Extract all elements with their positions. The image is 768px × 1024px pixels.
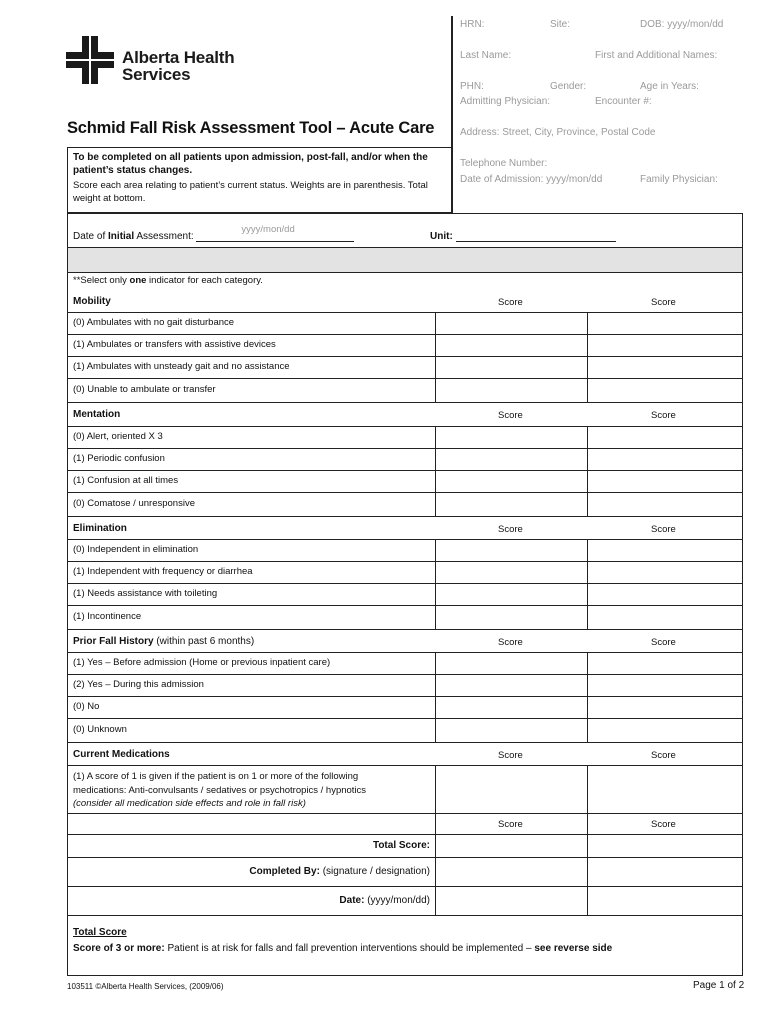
score-cell-1[interactable]	[435, 379, 587, 402]
gray-band	[68, 247, 742, 273]
mobility-option[interactable]: (1) Ambulates with unsteady gait and no assistance	[68, 357, 742, 379]
score-cell-2[interactable]	[587, 427, 742, 448]
score-cell-2[interactable]	[587, 540, 742, 561]
score-cell-1[interactable]	[435, 449, 587, 470]
elimination-option[interactable]: (1) Needs assistance with toileting	[68, 584, 742, 606]
phn-label: PHN:	[460, 81, 484, 92]
mentation-option[interactable]: (1) Periodic confusion	[68, 449, 742, 471]
mobility-header: Mobility Score Score	[68, 291, 742, 313]
score-cell-1[interactable]	[435, 719, 587, 742]
score-cell-2[interactable]	[587, 719, 742, 742]
instructions-box: To be completed on all patients upon admission, post-fall, and/or when the patient’s status changes. Score each area relating to patient’s current status. Weights are in parenthesis. Total weight at bottom.	[67, 147, 452, 213]
score-cell-1[interactable]	[435, 427, 587, 448]
patient-info-block	[460, 16, 750, 206]
mentation-option[interactable]: (0) Comatose / unresponsive	[68, 493, 742, 517]
site-label: Site:	[550, 19, 571, 30]
score-cell-2[interactable]	[587, 379, 742, 402]
mentation-header: Mentation Score Score	[68, 403, 742, 427]
fall-history-option[interactable]: (0) No	[68, 697, 742, 719]
total-score-cell-1[interactable]	[435, 835, 587, 857]
score-cell-2[interactable]	[587, 766, 742, 813]
date-row: Date: (yyyy/mon/dd)	[68, 887, 742, 916]
form-id: 103511 ©Alberta Health Services, (2009/06)	[67, 982, 224, 991]
medications-option[interactable]	[68, 766, 742, 814]
score-cell-2[interactable]	[587, 449, 742, 470]
ahs-logo	[66, 36, 114, 84]
score-cell-2[interactable]	[587, 675, 742, 696]
score-cell-1[interactable]	[435, 493, 587, 516]
score-cell-1[interactable]	[435, 653, 587, 674]
address-label: Address: Street, City, Province, Postal Code	[460, 127, 656, 138]
score-cell-1[interactable]	[435, 606, 587, 629]
score-cell-2[interactable]	[587, 584, 742, 605]
admission-date-label: Date of Admission: yyyy/mon/dd	[460, 174, 603, 185]
page-title: Schmid Fall Risk Assessment Tool – Acute Care	[67, 119, 435, 137]
mobility-option[interactable]: (0) Ambulates with no gait disturbance	[68, 313, 742, 335]
date-cell-2[interactable]	[587, 887, 742, 915]
mentation-option[interactable]: (0) Alert, oriented X 3	[68, 427, 742, 449]
header-divider	[451, 16, 453, 213]
score-cell-1[interactable]	[435, 540, 587, 561]
score-cell-1[interactable]	[435, 357, 587, 378]
elimination-option[interactable]: (1) Incontinence	[68, 606, 742, 630]
score-cell-1[interactable]	[435, 766, 587, 813]
completed-by-row: Completed By: (signature / designation)	[68, 858, 742, 887]
score-cell-1[interactable]	[435, 335, 587, 356]
score-cell-2[interactable]	[587, 335, 742, 356]
page-number: Page 1 of 2	[693, 980, 745, 991]
family-physician-label: Family Physician:	[640, 174, 718, 185]
score-cell-1[interactable]	[435, 675, 587, 696]
medications-header: Current Medications Score Score	[68, 743, 742, 766]
gender-label: Gender:	[550, 81, 587, 92]
total-score-summary: Total Score Score of 3 or more: Patient is at risk for falls and fall prevention interventions should be implemented – see reverse side	[73, 927, 613, 954]
date-cell-1[interactable]	[435, 887, 587, 915]
age-label: Age in Years:	[640, 81, 699, 92]
score-cell-2[interactable]	[587, 493, 742, 516]
mobility-option[interactable]: (1) Ambulates or transfers with assistive devices	[68, 335, 742, 357]
score-cell-1[interactable]	[435, 584, 587, 605]
elimination-option[interactable]: (0) Independent in elimination	[68, 540, 742, 562]
total-score-header: Score Score	[68, 814, 742, 835]
score-cell-1[interactable]	[435, 697, 587, 718]
fall-history-option[interactable]: (2) Yes – During this admission	[68, 675, 742, 697]
select-note: **Select only one indicator for each category.	[73, 275, 263, 286]
first-names-label: First and Additional Names:	[595, 50, 718, 61]
score-cell-2[interactable]	[587, 357, 742, 378]
unit-field[interactable]	[456, 230, 616, 242]
medications-text: (1) A score of 1 is given if the patient is on 1 or more of the following medications: Anti-convulsants / sedatives or psychotropics / hypnotics (consider all medication side effects and role in fall risk)	[73, 771, 367, 809]
score-cell-2[interactable]	[587, 606, 742, 629]
score-cell-2[interactable]	[587, 471, 742, 492]
score-cell-2[interactable]	[587, 562, 742, 583]
total-score-row: Total Score:	[68, 835, 742, 858]
score-cell-2[interactable]	[587, 653, 742, 674]
physician-label: Admitting Physician:	[460, 96, 551, 107]
elimination-header: Elimination Score Score	[68, 517, 742, 540]
last-name-label: Last Name:	[460, 50, 512, 61]
score-cell-2[interactable]	[587, 697, 742, 718]
score-cell-1[interactable]	[435, 313, 587, 334]
mobility-option[interactable]: (0) Unable to ambulate or transfer	[68, 379, 742, 403]
fall-history-option[interactable]: (1) Yes – Before admission (Home or previous inpatient care)	[68, 653, 742, 675]
telephone-label: Telephone Number:	[460, 158, 548, 169]
total-score-cell-2[interactable]	[587, 835, 742, 857]
score-cell-2[interactable]	[587, 313, 742, 334]
dob-label: DOB: yyyy/mon/dd	[640, 19, 724, 30]
mentation-option[interactable]: (1) Confusion at all times	[68, 471, 742, 493]
fall-history-header: Prior Fall History (within past 6 months) Score Score	[68, 630, 742, 653]
initial-assessment-date-field[interactable]: yyyy/mon/dd	[196, 230, 354, 242]
initial-assessment-date: Date of Initial Assessment: yyyy/mon/dd	[73, 230, 354, 242]
encounter-label: Encounter #:	[595, 96, 652, 107]
org-name: Alberta Health Services	[122, 48, 235, 84]
hrn-label: HRN:	[460, 19, 485, 30]
score-cell-1[interactable]	[435, 562, 587, 583]
completed-by-cell-1[interactable]	[435, 858, 587, 886]
score-cell-1[interactable]	[435, 471, 587, 492]
elimination-option[interactable]: (1) Independent with frequency or diarrhea	[68, 562, 742, 584]
unit-field-row: Unit:	[430, 230, 616, 242]
completed-by-cell-2[interactable]	[587, 858, 742, 886]
fall-history-option[interactable]: (0) Unknown	[68, 719, 742, 743]
